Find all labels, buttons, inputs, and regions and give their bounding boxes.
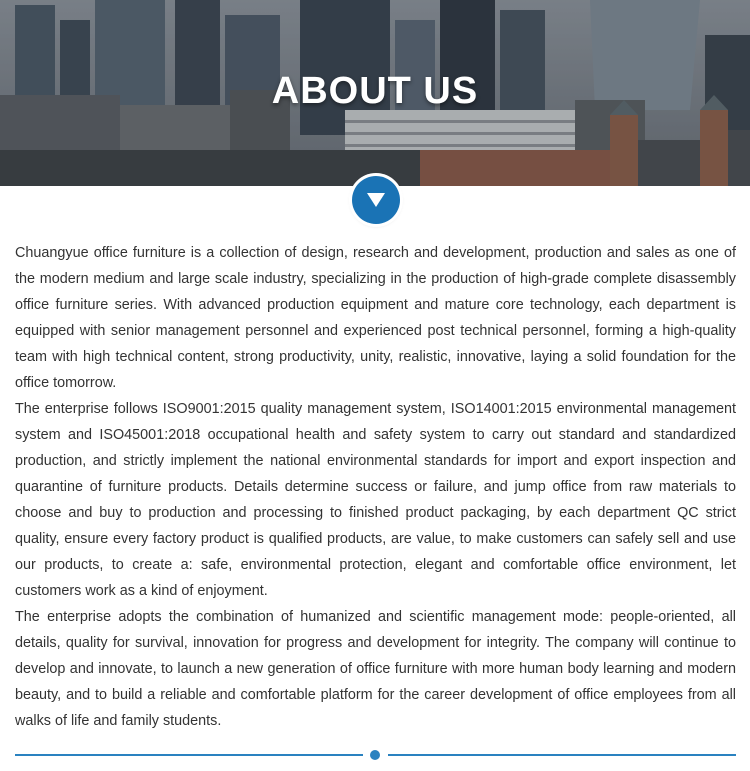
divider-line-left bbox=[15, 754, 363, 756]
divider-line-right bbox=[388, 754, 736, 756]
article-paragraph-1: Chuangyue office furniture is a collection of design, research and development, production and sales as one of the modern medium and large scale industry, specializing in the production of high-grade complete disassembly office furniture series. With advanced production equipment and mature core technology, each department is equipped with senior management personnel and experienced post technical personnel, forming a high-quality team with high technical content, strong productivity, unity, realistic, innovative, laying a solid foundation for the office tomorrow. bbox=[15, 245, 736, 391]
article-paragraph-2: The enterprise follows ISO9001:2015 quality management system, ISO14001:2015 environmental management system and ISO45001:2018 occupational health and safety system to carry out standard and standardized production, and strictly implement the national environmental standards for import and export inspection and quarantine of furniture products. Details determine success or failure, and jump office from raw materials to choose and buy to production and processing to finished product packaging, by each department QC strict quality, ensure every factory product is qualified products, are value, to make customers can safely sell and use our products, to create a: safe, environmental protection, elegant and comfortable office environment, let customers work as a kind of enjoyment. bbox=[15, 401, 736, 599]
scroll-down-button[interactable] bbox=[352, 176, 400, 224]
section-divider bbox=[15, 749, 736, 761]
chevron-down-icon bbox=[366, 192, 386, 208]
page-title: ABOUT US bbox=[271, 70, 479, 112]
hero-banner bbox=[0, 0, 750, 186]
divider-dot-icon bbox=[370, 750, 380, 760]
article-paragraph-3: The enterprise adopts the combination of humanized and scientific management mode: people-oriented, all details, quality for survival, innovation for progress and development for integrity. The company will continue to develop and innovate, to launch a new generation of office furniture with more human body learning and modern beauty, and to build a reliable and comfortable platform for the career development of office employees from all walks of life and family students. bbox=[15, 609, 736, 729]
about-article bbox=[15, 240, 736, 734]
